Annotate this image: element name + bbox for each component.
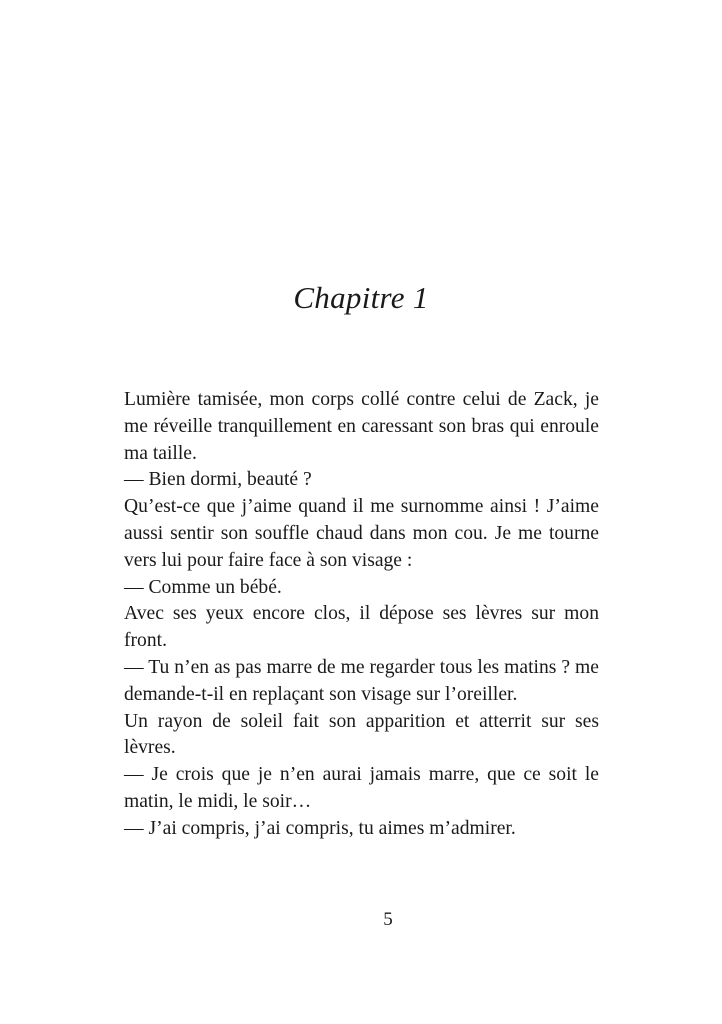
dialogue-line: — Comme un bébé. <box>124 576 282 598</box>
dialogue-line: — Bien dormi, beauté ? <box>124 469 312 491</box>
paragraph: Qu’est-ce que j’aime quand il me surnomme ainsi ! J’aime aussi sentir son souffle chaud dans mon cou. Je me tourne vers lui pour faire face à son visage : <box>124 496 599 571</box>
chapter-body <box>124 387 599 843</box>
page-number: 5 <box>383 909 393 930</box>
paragraph: Lumière tamisée, mon corps collé contre celui de Zack, je me réveille tranquillement en caressant son bras qui enroule ma taille. <box>124 389 599 464</box>
dialogue-line: — Je crois que je n’en aurai jamais marre, que ce soit le matin, le midi, le soir… <box>124 764 599 812</box>
paragraph: Avec ses yeux encore clos, il dépose ses lèvres sur mon front. <box>124 603 599 652</box>
paragraph: Un rayon de soleil fait son apparition et atterrit sur ses lèvres. <box>124 710 599 759</box>
dialogue-line: — Tu n’en as pas marre de me regarder tous les matins ? me demande-t-il en replaçant son visage sur l’oreiller. <box>124 656 599 705</box>
chapter-title: Chapitre 1 <box>293 280 429 315</box>
dialogue-line: — J’ai compris, j’ai compris, tu aimes m’admirer. <box>124 817 516 839</box>
